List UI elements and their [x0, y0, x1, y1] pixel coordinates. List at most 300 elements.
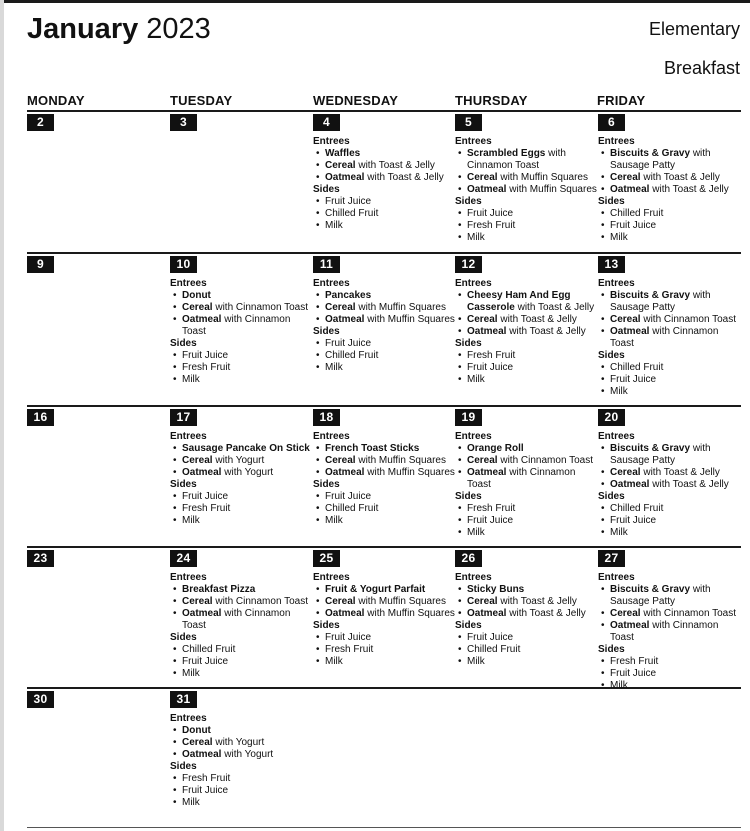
entree-accompaniment: with Toast & Jelly: [506, 608, 586, 619]
entree-item: [598, 479, 740, 491]
entree-name: Oatmeal: [467, 608, 507, 619]
date-badge: 6: [598, 114, 625, 131]
weekday-header-row: [27, 93, 743, 109]
title-year: 2023: [146, 13, 211, 45]
entree-accompaniment: with Cinnamon Toast: [467, 467, 576, 490]
entree-name: Oatmeal: [182, 314, 222, 325]
entree-item: [313, 160, 455, 172]
entree-item: [598, 184, 740, 196]
sides-list: [455, 350, 597, 386]
date-badge: 19: [455, 409, 482, 426]
side-item: • Fruit Juice: [455, 632, 597, 644]
day-cell: [27, 113, 169, 131]
entrees-list: [598, 443, 740, 491]
side-item: • Fresh Fruit: [170, 773, 312, 785]
entree-accompaniment: with Toast & Jelly: [640, 172, 720, 183]
entrees-label: Entrees: [313, 136, 350, 147]
entrees-list: [170, 443, 312, 479]
entree-accompaniment: with Yogurt: [212, 455, 265, 466]
sides-label: Sides: [455, 491, 482, 502]
day-cell: [170, 408, 312, 527]
side-item: • Chilled Fruit: [598, 208, 740, 220]
side-item: • Fresh Fruit: [455, 350, 597, 362]
day-menu: [598, 572, 740, 692]
entree-item: [313, 314, 455, 326]
entree-accompaniment: with Toast & Jelly: [649, 184, 729, 195]
entree-item: [598, 620, 740, 644]
sides-list: [455, 208, 597, 244]
entree-accompaniment: with Toast & Jelly: [640, 467, 720, 478]
entree-accompaniment: with Yogurt: [221, 749, 274, 760]
day-menu: [170, 431, 312, 527]
entrees-label: Entrees: [313, 278, 350, 289]
day-menu: [170, 572, 312, 680]
entrees-label: Entrees: [170, 713, 207, 724]
day-menu: [313, 572, 455, 668]
entree-item: [313, 584, 455, 596]
entree-accompaniment: with Cinnamon Toast: [212, 302, 308, 313]
sides-label: Sides: [170, 338, 197, 349]
entree-item: [170, 737, 312, 749]
date-badge: 2: [27, 114, 54, 131]
entree-item: [170, 290, 312, 302]
sides-list: [170, 491, 312, 527]
entrees-list: [455, 290, 597, 338]
side-item: • Milk: [455, 374, 597, 386]
day-cell: [170, 690, 312, 809]
entree-accompaniment: with Cinnamon Toast: [182, 314, 291, 337]
entree-name: Cereal: [467, 172, 498, 183]
entree-item: [598, 314, 740, 326]
side-item: • Fruit Juice: [170, 350, 312, 362]
entree-item: [170, 596, 312, 608]
sides-list: [170, 644, 312, 680]
entree-accompaniment: with Muffin Squares: [364, 467, 455, 478]
day-cell: [313, 255, 455, 374]
date-badge: 17: [170, 409, 197, 426]
sides-label: Sides: [313, 184, 340, 195]
entrees-label: Entrees: [455, 431, 492, 442]
day-cell: [27, 690, 169, 708]
day-cell: [598, 113, 740, 244]
side-item: • Fresh Fruit: [313, 644, 455, 656]
weekday-tuesday: TUESDAY: [170, 93, 233, 108]
day-cell: [455, 549, 597, 668]
page-title: [27, 12, 211, 46]
entree-name: Biscuits & Gravy: [610, 148, 691, 159]
entree-accompaniment: with Yogurt: [221, 467, 274, 478]
side-item: • Milk: [313, 362, 455, 374]
entree-accompaniment: with Toast & Jelly: [514, 302, 595, 313]
entrees-label: Entrees: [170, 278, 207, 289]
day-cell: [27, 408, 169, 426]
entree-accompaniment: with Toast & Jelly: [355, 160, 435, 171]
date-badge: 13: [598, 256, 625, 273]
entrees-list: [598, 584, 740, 644]
sides-list: [598, 362, 740, 398]
entree-accompaniment: with Muffin Squares: [497, 172, 588, 183]
left-border: [0, 0, 4, 831]
day-menu: [170, 713, 312, 809]
entree-name: Oatmeal: [467, 467, 507, 478]
entree-accompaniment: with Cinnamon Toast: [610, 620, 719, 643]
entrees-list: [313, 584, 455, 620]
entree-name: Oatmeal: [610, 620, 650, 631]
day-menu: [598, 136, 740, 244]
sides-label: Sides: [598, 491, 625, 502]
entree-accompaniment: with Muffin Squares: [355, 302, 446, 313]
date-badge: 26: [455, 550, 482, 567]
sides-label: Sides: [455, 338, 482, 349]
side-item: • Milk: [455, 656, 597, 668]
entree-name: Oatmeal: [467, 184, 507, 195]
entree-name: Oatmeal: [610, 479, 650, 490]
entree-name: Cheesy Ham And Egg Casserole: [467, 290, 571, 313]
side-item: • Milk: [598, 680, 740, 692]
side-item: • Fresh Fruit: [598, 656, 740, 668]
entree-item: [598, 443, 740, 467]
entrees-list: [455, 443, 597, 491]
sides-list: [598, 208, 740, 244]
entree-item: [170, 467, 312, 479]
side-item: • Milk: [455, 527, 597, 539]
date-badge: 9: [27, 256, 54, 273]
entree-item: [455, 314, 597, 326]
entree-name: Pancakes: [325, 290, 372, 301]
entree-item: [598, 467, 740, 479]
entree-accompaniment: with Muffin Squares: [355, 596, 446, 607]
entree-item: [313, 443, 455, 455]
entree-item: [455, 148, 597, 172]
entree-name: Cereal: [325, 302, 356, 313]
day-cell: [313, 113, 455, 232]
entree-name: Oatmeal: [610, 184, 650, 195]
sides-label: Sides: [313, 620, 340, 631]
entree-item: [598, 326, 740, 350]
entrees-label: Entrees: [455, 572, 492, 583]
side-item: • Fruit Juice: [313, 338, 455, 350]
day-cell: [313, 549, 455, 668]
entree-name: Cereal: [467, 596, 498, 607]
side-item: • Milk: [313, 220, 455, 232]
entree-name: Cereal: [610, 467, 641, 478]
entree-item: [598, 608, 740, 620]
entree-accompaniment: with Toast & Jelly: [497, 314, 577, 325]
entree-name: Cereal: [467, 314, 498, 325]
date-badge: 27: [598, 550, 625, 567]
side-item: • Fresh Fruit: [455, 503, 597, 515]
entree-item: [598, 148, 740, 172]
entree-name: Cereal: [610, 314, 641, 325]
side-item: • Milk: [455, 232, 597, 244]
side-item: • Fruit Juice: [313, 196, 455, 208]
entree-accompaniment: with Toast & Jelly: [506, 326, 586, 337]
day-cell: [27, 549, 169, 567]
entrees-label: Entrees: [598, 136, 635, 147]
date-badge: 4: [313, 114, 340, 131]
day-menu: [455, 136, 597, 244]
entrees-list: [313, 443, 455, 479]
sides-label: Sides: [313, 326, 340, 337]
week-divider: [27, 546, 741, 548]
day-menu: [455, 278, 597, 386]
entree-item: [598, 584, 740, 608]
day-cell: [27, 255, 169, 273]
entree-name: Cereal: [182, 455, 213, 466]
side-item: • Fresh Fruit: [170, 503, 312, 515]
entree-accompaniment: with Sausage Patty: [610, 584, 711, 607]
day-cell: [455, 255, 597, 386]
side-item: • Chilled Fruit: [598, 503, 740, 515]
entree-name: Cereal: [610, 172, 641, 183]
day-menu: [598, 431, 740, 539]
date-badge: 24: [170, 550, 197, 567]
entree-item: [598, 290, 740, 314]
side-item: • Milk: [598, 232, 740, 244]
day-cell: [455, 113, 597, 244]
date-badge: 25: [313, 550, 340, 567]
date-badge: 18: [313, 409, 340, 426]
date-badge: 12: [455, 256, 482, 273]
entree-accompaniment: with Muffin Squares: [364, 314, 455, 325]
entree-accompaniment: with Cinnamon Toast: [467, 148, 566, 171]
entree-name: Cereal: [467, 455, 498, 466]
entree-item: [598, 172, 740, 184]
entree-accompaniment: with Cinnamon Toast: [182, 608, 291, 631]
side-item: • Fruit Juice: [598, 515, 740, 527]
entree-accompaniment: with Cinnamon Toast: [497, 455, 593, 466]
entree-item: [455, 584, 597, 596]
day-menu: [455, 431, 597, 539]
weekday-monday: MONDAY: [27, 93, 85, 108]
date-badge: 20: [598, 409, 625, 426]
entree-item: [455, 326, 597, 338]
entrees-list: [170, 584, 312, 632]
entree-accompaniment: with Toast & Jelly: [649, 479, 729, 490]
side-item: • Fruit Juice: [598, 374, 740, 386]
side-item: • Fruit Juice: [313, 632, 455, 644]
side-item: • Milk: [598, 386, 740, 398]
date-badge: 3: [170, 114, 197, 131]
day-menu: [598, 278, 740, 398]
sides-list: [170, 350, 312, 386]
entree-accompaniment: with Toast & Jelly: [364, 172, 444, 183]
entree-item: [170, 302, 312, 314]
entree-item: [170, 725, 312, 737]
entree-name: Biscuits & Gravy: [610, 290, 691, 301]
side-item: • Chilled Fruit: [313, 503, 455, 515]
date-badge: 16: [27, 409, 54, 426]
day-cell: [170, 113, 312, 131]
side-item: • Chilled Fruit: [313, 208, 455, 220]
entrees-list: [598, 290, 740, 350]
entrees-list: [455, 584, 597, 620]
date-badge: 30: [27, 691, 54, 708]
side-item: • Fruit Juice: [170, 785, 312, 797]
weekday-wednesday: WEDNESDAY: [313, 93, 399, 108]
sides-list: [598, 503, 740, 539]
entree-name: Cereal: [610, 608, 641, 619]
sides-label: Sides: [455, 196, 482, 207]
entree-name: Oatmeal: [182, 467, 222, 478]
sides-label: Sides: [170, 632, 197, 643]
meal-type: Breakfast: [663, 58, 740, 78]
side-item: • Milk: [170, 374, 312, 386]
entrees-label: Entrees: [598, 431, 635, 442]
entree-name: Oatmeal: [467, 326, 507, 337]
entree-item: [170, 455, 312, 467]
entree-name: Biscuits & Gravy: [610, 443, 691, 454]
entree-item: [313, 302, 455, 314]
entrees-list: [313, 148, 455, 184]
week-divider: [27, 405, 741, 407]
sides-list: [313, 491, 455, 527]
day-cell: [170, 549, 312, 680]
entree-name: Cereal: [182, 737, 213, 748]
entrees-list: [313, 290, 455, 326]
sides-label: Sides: [170, 761, 197, 772]
sides-label: Sides: [170, 479, 197, 490]
side-item: • Fruit Juice: [170, 491, 312, 503]
date-badge: 5: [455, 114, 482, 131]
entree-name: French Toast Sticks: [325, 443, 420, 454]
entree-item: [313, 290, 455, 302]
entree-item: [455, 467, 597, 491]
weekday-thursday: THURSDAY: [455, 93, 528, 108]
bottom-border: [27, 827, 741, 828]
entree-item: [455, 443, 597, 455]
entrees-label: Entrees: [455, 278, 492, 289]
date-badge: 11: [313, 256, 340, 273]
entrees-label: Entrees: [170, 431, 207, 442]
entree-item: [313, 467, 455, 479]
entree-item: [170, 608, 312, 632]
sides-list: [170, 773, 312, 809]
sides-list: [598, 656, 740, 692]
weekday-friday: FRIDAY: [597, 93, 646, 108]
entree-item: [455, 290, 597, 314]
day-menu: [455, 572, 597, 668]
entrees-label: Entrees: [598, 572, 635, 583]
side-item: • Milk: [313, 515, 455, 527]
side-item: • Fruit Juice: [170, 656, 312, 668]
entree-name: Scrambled Eggs: [467, 148, 546, 159]
date-badge: 10: [170, 256, 197, 273]
day-cell: [598, 255, 740, 398]
entree-item: [455, 596, 597, 608]
entree-name: Cereal: [325, 455, 356, 466]
entree-name: Oatmeal: [325, 467, 365, 478]
entree-accompaniment: with Sausage Patty: [610, 443, 711, 466]
sides-label: Sides: [598, 644, 625, 655]
entree-item: [455, 172, 597, 184]
side-item: • Fruit Juice: [598, 220, 740, 232]
entree-name: Oatmeal: [325, 172, 365, 183]
entree-accompaniment: with Sausage Patty: [610, 290, 711, 313]
entrees-label: Entrees: [455, 136, 492, 147]
entree-item: [455, 455, 597, 467]
entree-item: [170, 749, 312, 761]
side-item: • Fruit Juice: [455, 362, 597, 374]
side-item: • Fresh Fruit: [170, 362, 312, 374]
school-level: Elementary: [648, 19, 740, 39]
entree-accompaniment: with Muffin Squares: [364, 608, 455, 619]
entree-item: [313, 596, 455, 608]
entree-name: Cereal: [182, 596, 213, 607]
day-menu: [313, 278, 455, 374]
entree-item: [170, 584, 312, 596]
entree-name: Cereal: [325, 596, 356, 607]
entree-accompaniment: with Muffin Squares: [355, 455, 446, 466]
entrees-label: Entrees: [313, 572, 350, 583]
sides-label: Sides: [598, 196, 625, 207]
entrees-list: [170, 290, 312, 338]
entree-item: [313, 608, 455, 620]
entree-item: [313, 172, 455, 184]
entree-name: Fruit & Yogurt Parfait: [325, 584, 426, 595]
entree-name: Waffles: [325, 148, 361, 159]
entree-accompaniment: with Cinnamon Toast: [640, 608, 736, 619]
entree-accompaniment: with Cinnamon Toast: [212, 596, 308, 607]
title-month: January: [27, 13, 139, 45]
entree-item: [313, 148, 455, 160]
side-item: • Milk: [313, 656, 455, 668]
day-cell: [455, 408, 597, 539]
entree-name: Oatmeal: [182, 608, 222, 619]
sides-list: [313, 196, 455, 232]
sides-label: Sides: [455, 620, 482, 631]
side-item: • Milk: [170, 515, 312, 527]
entree-accompaniment: with Muffin Squares: [506, 184, 597, 195]
side-item: • Fresh Fruit: [455, 220, 597, 232]
entrees-label: Entrees: [598, 278, 635, 289]
side-item: • Fruit Juice: [598, 668, 740, 680]
entree-name: Oatmeal: [325, 314, 365, 325]
day-cell: [170, 255, 312, 386]
day-menu: [170, 278, 312, 386]
entree-accompaniment: with Cinnamon Toast: [610, 326, 719, 349]
day-cell: [598, 549, 740, 692]
sides-list: [313, 632, 455, 668]
entree-name: Orange Roll: [467, 443, 524, 454]
entree-name: Sausage Pancake On Stick: [182, 443, 310, 454]
entree-name: Biscuits & Gravy: [610, 584, 691, 595]
side-item: • Fruit Juice: [313, 491, 455, 503]
week-divider: [27, 110, 741, 112]
side-item: • Milk: [170, 668, 312, 680]
entree-item: [313, 455, 455, 467]
entree-name: Cereal: [182, 302, 213, 313]
side-item: • Chilled Fruit: [170, 644, 312, 656]
entrees-list: [170, 725, 312, 761]
entree-name: Sticky Buns: [467, 584, 525, 595]
entrees-list: [598, 148, 740, 196]
side-item: • Milk: [170, 797, 312, 809]
day-menu: [313, 136, 455, 232]
entree-name: Donut: [182, 725, 211, 736]
entrees-label: Entrees: [313, 431, 350, 442]
day-menu: [313, 431, 455, 527]
date-badge: 31: [170, 691, 197, 708]
top-border: [0, 0, 750, 3]
entree-item: [455, 608, 597, 620]
side-item: • Chilled Fruit: [455, 644, 597, 656]
sides-list: [455, 632, 597, 668]
side-item: • Fruit Juice: [455, 515, 597, 527]
entree-name: Cereal: [325, 160, 356, 171]
side-item: • Milk: [598, 527, 740, 539]
entree-name: Donut: [182, 290, 211, 301]
